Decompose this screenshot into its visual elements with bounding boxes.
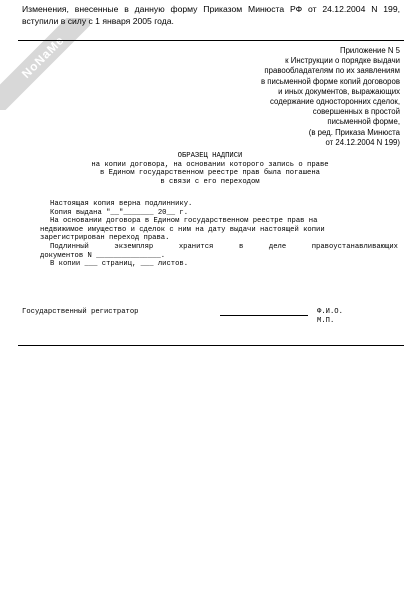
appendix-line: и иных документов, выражающих	[278, 86, 400, 96]
body-line: недвижимое имущество и сделок с ним на дату выдачи настоящей копии	[40, 225, 325, 234]
body-line: Копия выдана "__"_______ 20__ г.	[50, 208, 189, 217]
amendment-note: Изменения, внесенные в данную форму Приказом Минюста РФ от 24.12.2004 N 199, вступили в силу с 1 января 2005 года.	[22, 4, 400, 26]
bottom-divider	[18, 345, 404, 346]
sample-title-line: на копии договора, на основании которого запись о праве	[91, 160, 329, 169]
body-line: зарегистрирован переход права.	[40, 234, 170, 243]
appendix-line: совершенных в простой	[312, 107, 400, 117]
appendix-line: от 24.12.2004 N 199)	[325, 137, 400, 147]
body-word: в	[238, 242, 244, 251]
stamp-label: М.П.	[317, 317, 335, 325]
body-line: В копии ___ страниц, ___ листов.	[50, 260, 189, 269]
sample-title	[0, 152, 420, 186]
body-word: правоустанавливающих	[311, 242, 398, 251]
body-word: деле	[268, 242, 287, 251]
watermark-stamp	[0, 18, 90, 110]
appendix-line: (в ред. Приказа Минюста	[308, 127, 400, 137]
body-line: Настоящая копия верна подлиннику.	[50, 200, 193, 208]
appendix-line: письменной форме,	[327, 117, 400, 127]
body-word: экземпляр	[114, 242, 154, 251]
signature-line	[220, 315, 308, 316]
registrar-name-label: Ф.И.О.	[317, 308, 343, 316]
body-line-justified	[40, 243, 398, 252]
body-word: хранится	[178, 242, 214, 251]
appendix-line: правообладателям по их заявлениям	[264, 66, 400, 76]
appendix-header	[180, 46, 400, 148]
appendix-line: в письменной форме копий договоров	[261, 76, 400, 86]
sample-title-heading: ОБРАЗЕЦ НАДПИСИ	[177, 152, 243, 160]
inscription-body	[40, 200, 398, 269]
top-divider	[18, 40, 404, 41]
sample-title-line: в связи с его переходом	[160, 177, 260, 186]
sample-title-line: в Едином государственном реестре прав была погашена	[100, 169, 320, 178]
watermark-text: NoNaMe	[0, 18, 90, 110]
body-word: Подлинный	[50, 242, 89, 251]
appendix-line: Приложение N 5	[339, 46, 400, 55]
body-line: На основании договора в Едином государственном реестре прав на	[50, 217, 318, 226]
appendix-line: к Инструкции о порядке выдачи	[285, 56, 400, 66]
body-line: документов N _______________.	[40, 251, 166, 260]
appendix-line: содержание односторонних сделок,	[270, 97, 400, 107]
registrar-title: Государственный регистратор	[22, 308, 139, 316]
